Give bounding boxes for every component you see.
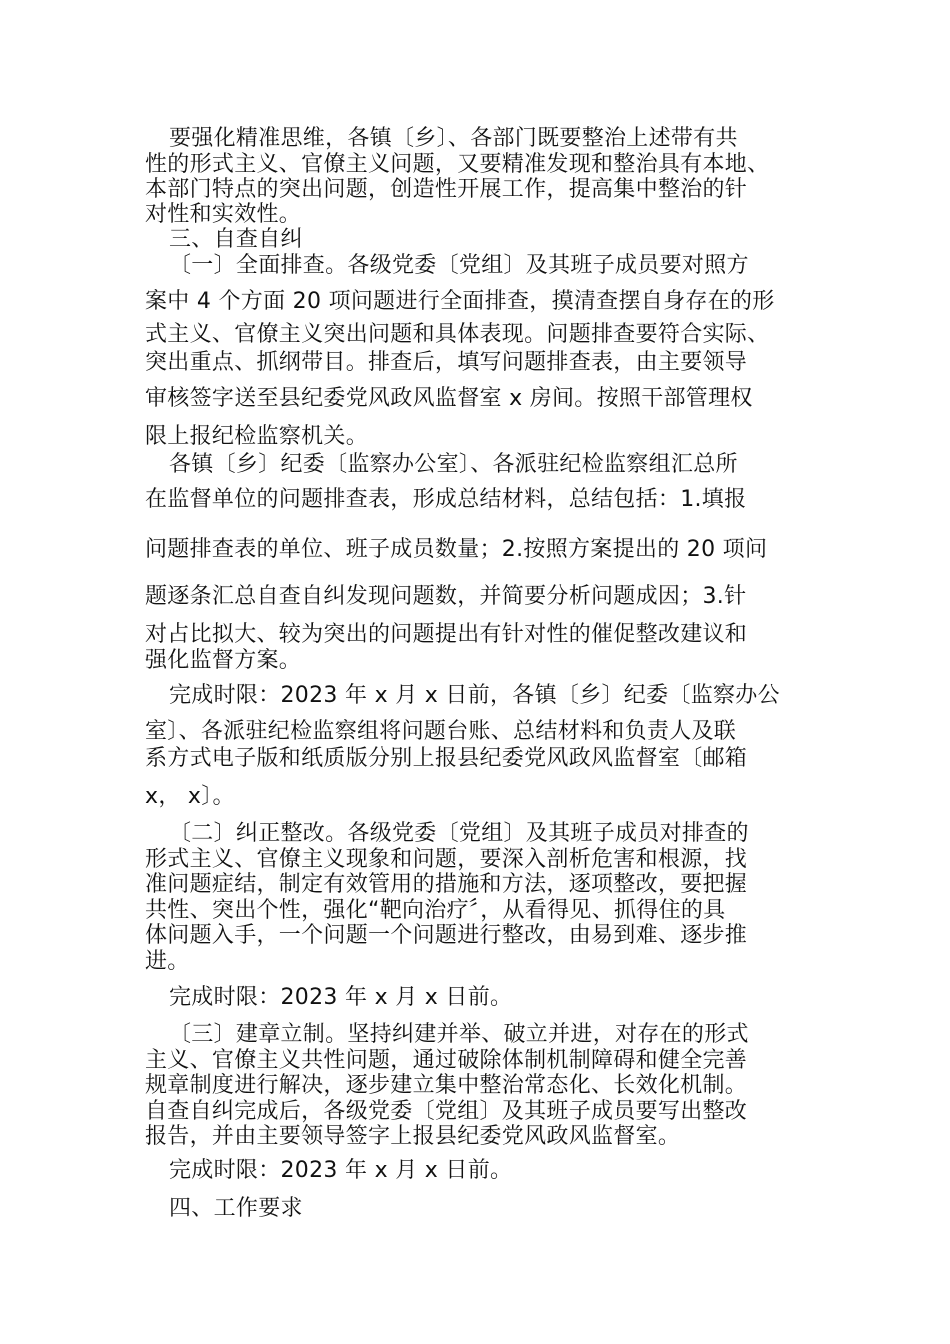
paragraph-line: 审核签字送至县纪委党风政风监督室 x 房间。按照干部管理权 <box>145 386 753 411</box>
paragraph-line: 强化监督方案。 <box>145 648 302 673</box>
paragraph-line: 自查自纠完成后，各级党委〔党组〕及其班子成员要写出整改 <box>145 1099 748 1124</box>
section-heading: 三、自查自纠 <box>169 227 303 252</box>
paragraph-line: x， x〕。 <box>145 784 235 809</box>
paragraph-line: 问题排查表的单位、班子成员数量；2.按照方案提出的 20 项问 <box>145 537 768 562</box>
paragraph-line: 〔一〕全面排查。各级党委〔党组〕及其班子成员要对照方 <box>169 253 749 278</box>
paragraph-line: 在监督单位的问题排查表，形成总结材料，总结包括：1.填报 <box>145 487 747 512</box>
paragraph-line: 完成时限：2023 年 x 月 x 日前。 <box>169 1158 513 1183</box>
paragraph-line: 各镇〔乡〕纪委〔监察办公室〕、各派驻纪检监察组汇总所 <box>169 452 738 477</box>
paragraph-line: 主义、官僚主义共性问题，通过破除体制机制障碍和健全完善 <box>145 1048 748 1073</box>
paragraph-line: 题逐条汇总自查自纠发现问题数，并简要分析问题成因；3.针 <box>145 584 747 609</box>
paragraph-line: 形式主义、官僚主义现象和问题，要深入剖析危害和根源，找 <box>145 847 748 872</box>
paragraph-line: 〔二〕纠正整改。各级党委〔党组〕及其班子成员对排查的 <box>169 821 749 846</box>
paragraph-line: 完成时限：2023 年 x 月 x 日前。 <box>169 985 513 1010</box>
paragraph-line: 限上报纪检监察机关。 <box>145 424 369 449</box>
paragraph-line: 室〕、各派驻纪检监察组将问题台账、总结材料和负责人及联 <box>145 719 737 744</box>
paragraph-line: 完成时限：2023 年 x 月 x 日前，各镇〔乡〕纪委〔监察办公 <box>169 683 780 708</box>
paragraph-line: 共性、突出个性，强化“靶向治疗〞，从看得见、抓得住的具 <box>145 898 726 923</box>
paragraph-line: 准问题症结，制定有效管用的措施和方法，逐项整改，要把握 <box>145 872 748 897</box>
section-heading: 四、工作要求 <box>169 1196 303 1221</box>
paragraph-line: 规章制度进行解决，逐步建立集中整治常态化、长效化机制。 <box>145 1073 748 1098</box>
paragraph-line: 体问题入手，一个问题一个问题进行整改，由易到难、逐步推 <box>145 923 748 948</box>
paragraph-line: 案中 4 个方面 20 项问题进行全面排查，摸清查摆自身存在的形 <box>145 289 775 314</box>
paragraph-line: 本部门特点的突出问题，创造性开展工作，提高集中整治的针 <box>145 177 748 202</box>
paragraph-line: 式主义、官僚主义突出问题和具体表现。问题排查要符合实际、 <box>145 322 770 347</box>
paragraph-line: 〔三〕建章立制。坚持纠建并举、破立并进，对存在的形式 <box>169 1022 749 1047</box>
paragraph-line: 对性和实效性。 <box>145 202 302 227</box>
paragraph-line: 报告，并由主要领导签字上报县纪委党风政风监督室。 <box>145 1124 681 1149</box>
paragraph-line: 系方式电子版和纸质版分别上报县纪委党风政风监督室〔邮箱 <box>145 746 748 771</box>
paragraph-line: 进。 <box>145 949 190 974</box>
paragraph-line: 性的形式主义、官僚主义问题，又要精准发现和整治具有本地、 <box>145 152 770 177</box>
paragraph-line: 突出重点、抓纲带目。排查后，填写问题排查表，由主要领导 <box>145 350 748 375</box>
paragraph-line: 对占比拟大、较为突出的问题提出有针对性的催促整改建议和 <box>145 622 748 647</box>
paragraph-line: 要强化精准思维，各镇〔乡〕、各部门既要整治上述带有共 <box>169 126 738 151</box>
